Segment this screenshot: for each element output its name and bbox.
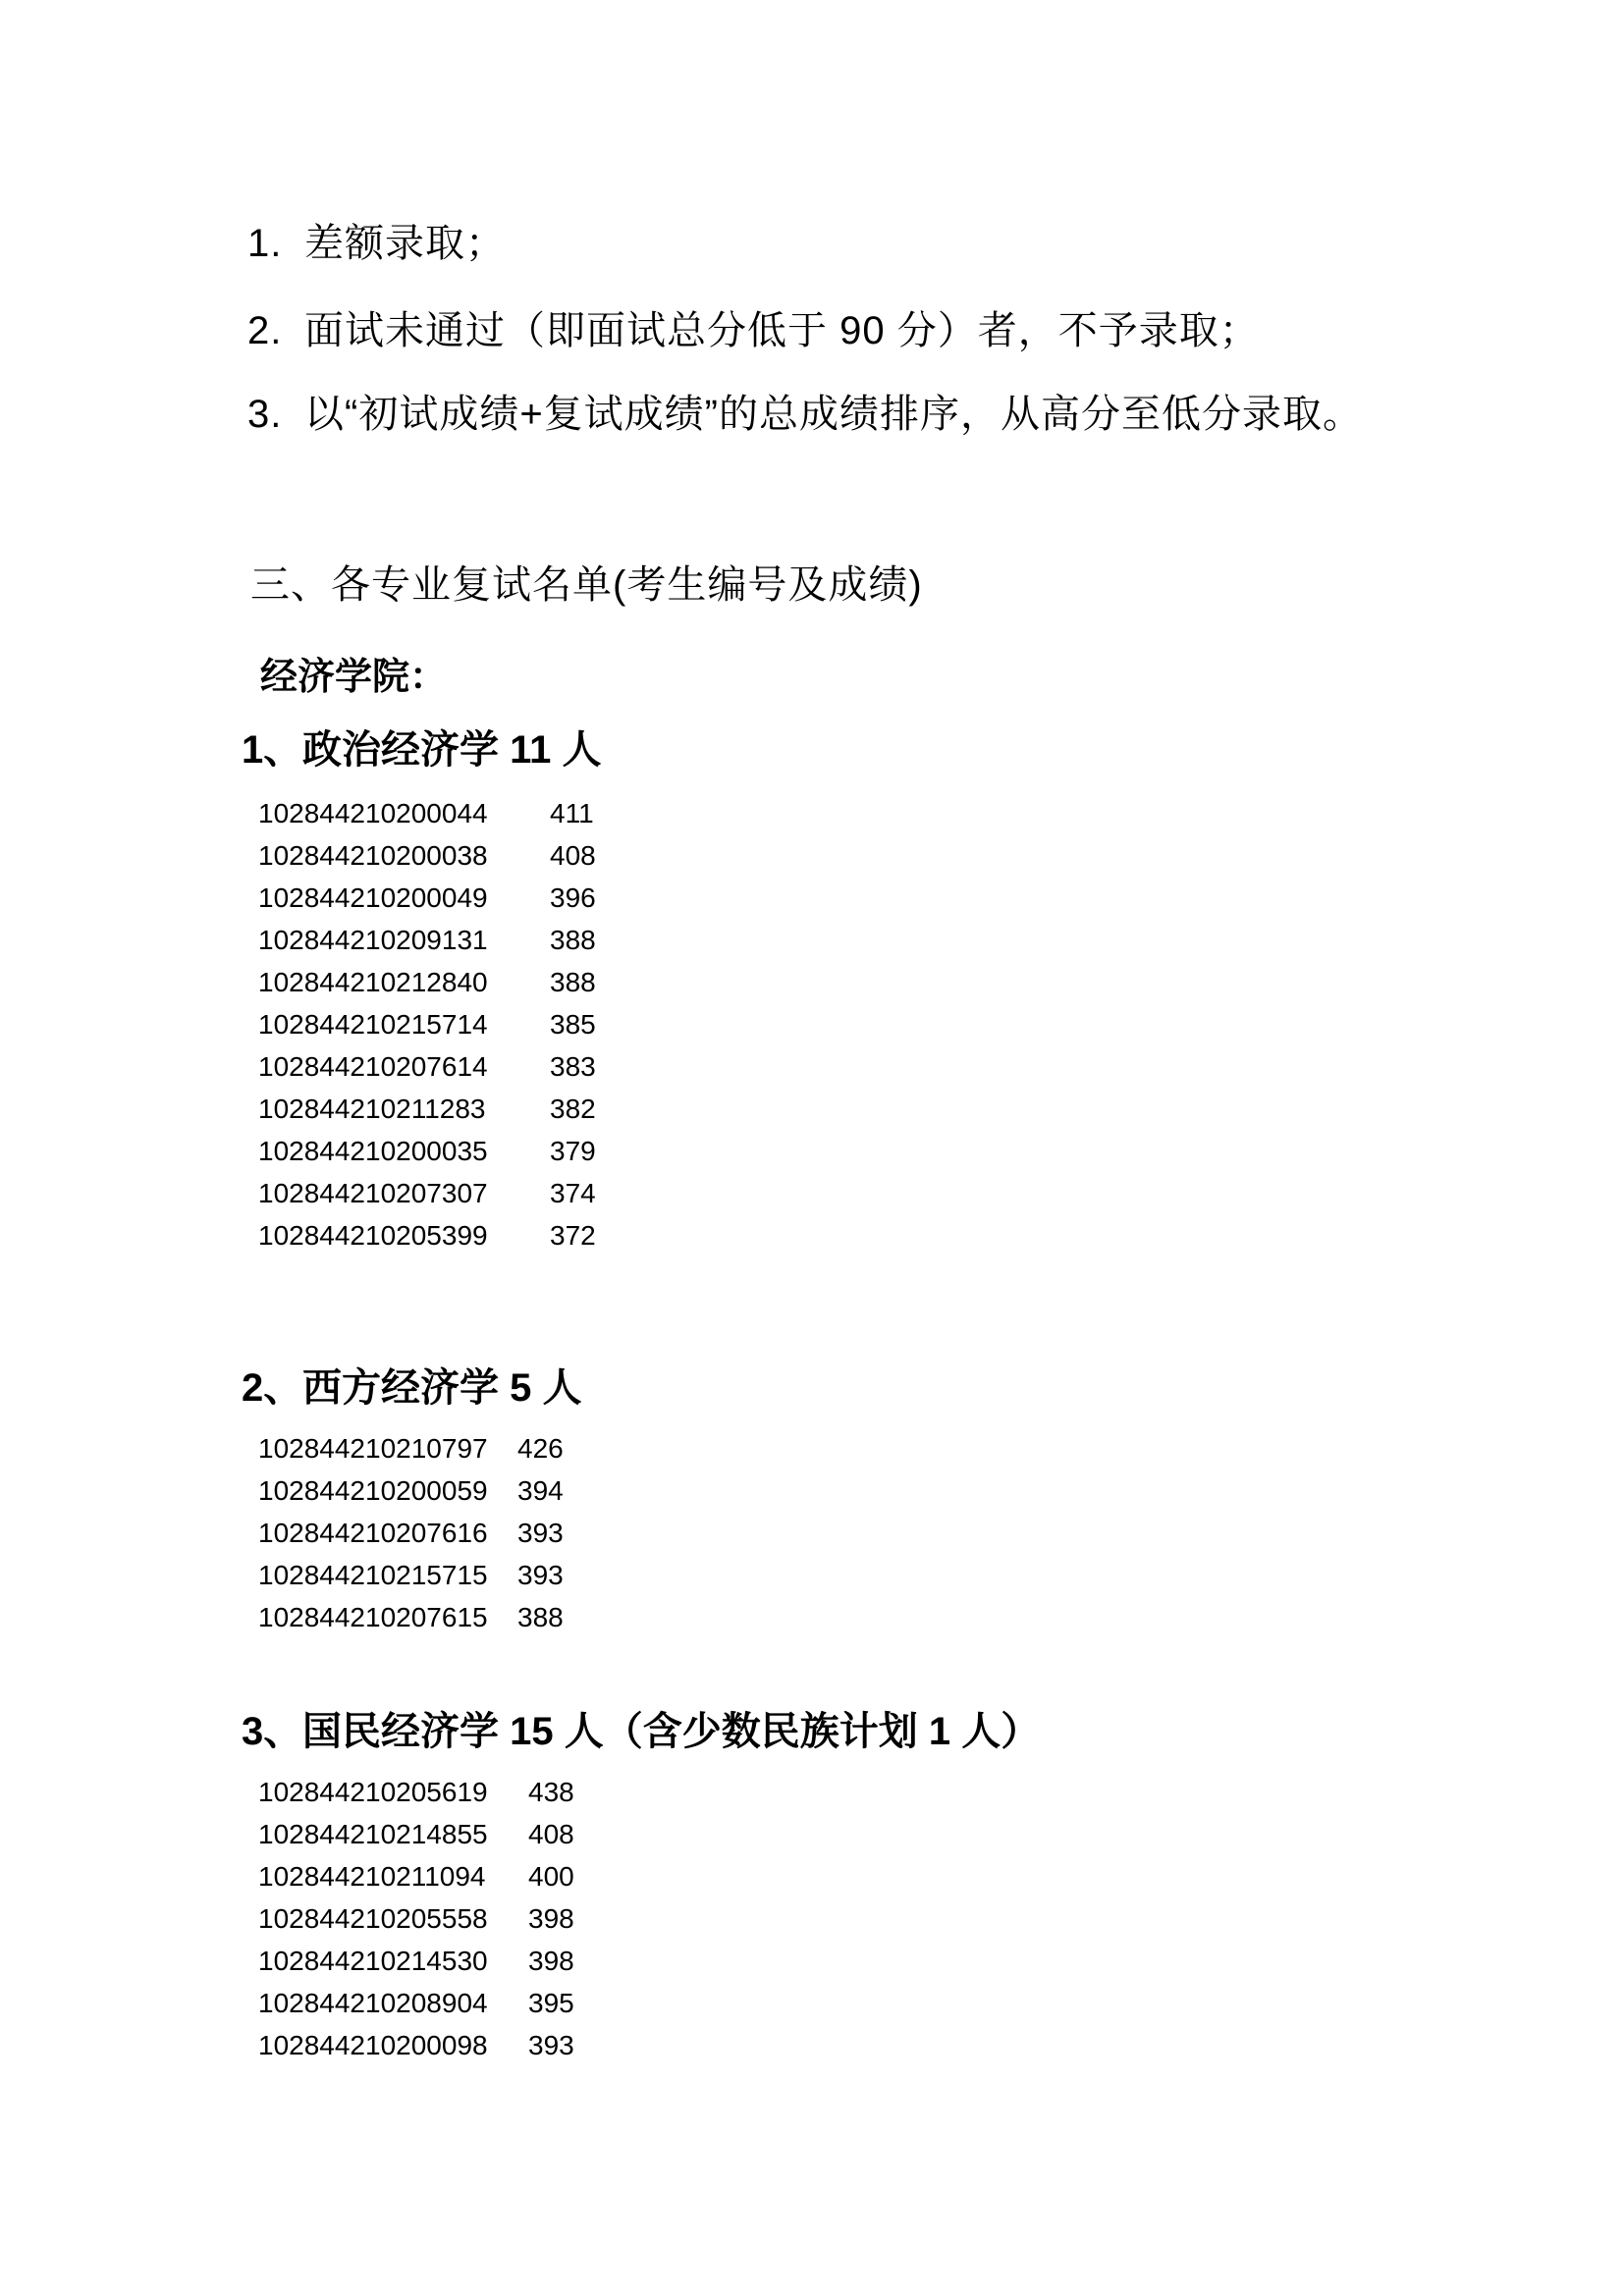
rule-item-1 <box>247 218 506 269</box>
rule-text: 以“初试成绩+复试成绩”的总成绩排序，从高分至低分录取。 <box>304 393 1363 436</box>
candidate-id: 102844210205619 <box>258 1777 488 1807</box>
score-row <box>258 1130 596 1172</box>
score-row <box>258 2024 574 2066</box>
rule-item-3 <box>247 389 1363 440</box>
score-list-1 <box>258 792 596 1256</box>
major-title: 国民经济学 15 人（含少数民族计划 1 人） <box>302 1710 1041 1753</box>
score-row <box>258 1427 564 1469</box>
score-row <box>258 1813 574 1855</box>
candidate-id: 102844210211094 <box>258 1861 486 1892</box>
score-value: 388 <box>550 967 596 997</box>
score-value: 396 <box>550 882 596 913</box>
score-value: 383 <box>550 1051 596 1082</box>
score-value: 388 <box>550 925 596 955</box>
score-row <box>258 1045 596 1088</box>
candidate-id: 102844210214530 <box>258 1946 488 1976</box>
candidate-id: 102844210205558 <box>258 1903 488 1934</box>
score-row <box>258 1554 564 1596</box>
score-value: 388 <box>517 1602 564 1632</box>
candidate-id: 102844210200098 <box>258 2030 488 2060</box>
score-value: 382 <box>550 1094 596 1124</box>
score-value: 393 <box>517 1560 564 1590</box>
score-value: 393 <box>528 2030 574 2060</box>
candidate-id: 102844210207614 <box>258 1051 488 1082</box>
score-value: 400 <box>528 1861 574 1892</box>
major-title: 政治经济学 11 人 <box>302 728 602 772</box>
score-row <box>258 1596 564 1638</box>
score-value: 398 <box>528 1903 574 1934</box>
score-row <box>258 1469 564 1512</box>
candidate-id: 102844210211283 <box>258 1094 486 1124</box>
rule-number: 2. <box>247 309 283 352</box>
score-row <box>258 1088 596 1130</box>
candidate-id: 102844210207307 <box>258 1178 488 1208</box>
candidate-id: 102844210209131 <box>258 925 488 955</box>
score-list-3 <box>258 1771 574 2066</box>
candidate-id: 102844210207616 <box>258 1518 488 1548</box>
score-list-2 <box>258 1427 564 1638</box>
score-value: 372 <box>550 1220 596 1251</box>
score-value: 411 <box>550 798 594 828</box>
score-row <box>258 792 596 834</box>
candidate-id: 102844210200044 <box>258 798 488 828</box>
score-row <box>258 1897 574 1940</box>
score-row <box>258 1940 574 1982</box>
candidate-id: 102844210207615 <box>258 1602 488 1632</box>
score-value: 398 <box>528 1946 574 1976</box>
candidate-id: 102844210210797 <box>258 1433 488 1464</box>
score-value: 438 <box>528 1777 574 1807</box>
candidate-id: 102844210212840 <box>258 967 488 997</box>
score-row <box>258 877 596 919</box>
score-value: 379 <box>550 1136 596 1166</box>
candidate-id: 102844210200038 <box>258 840 488 871</box>
rule-text: 差额录取； <box>304 222 506 265</box>
school-heading: 经济学院： <box>260 657 448 698</box>
score-value: 426 <box>517 1433 564 1464</box>
section-heading: 三、各专业复试名单(考生编号及成绩) <box>250 563 923 607</box>
score-value: 393 <box>517 1518 564 1548</box>
major-heading-2 <box>242 1362 581 1414</box>
score-value: 408 <box>550 840 596 871</box>
rule-number: 3. <box>247 393 283 436</box>
score-row <box>258 1771 574 1813</box>
major-number: 1、 <box>242 728 303 772</box>
candidate-id: 102844210215714 <box>258 1009 488 1040</box>
score-row <box>258 1512 564 1554</box>
score-value: 395 <box>528 1988 574 2018</box>
score-row <box>258 1855 574 1897</box>
rule-text: 面试未通过（即面试总分低于 90 分）者，不予录取； <box>304 309 1260 352</box>
major-heading-3 <box>242 1706 1040 1757</box>
score-row <box>258 1214 596 1256</box>
score-value: 385 <box>550 1009 596 1040</box>
score-value: 394 <box>517 1475 564 1506</box>
candidate-id: 102844210215715 <box>258 1560 488 1590</box>
rule-item-2 <box>247 305 1260 356</box>
score-row <box>258 1982 574 2024</box>
candidate-id: 102844210208904 <box>258 1988 488 2018</box>
major-number: 3、 <box>242 1710 303 1753</box>
score-row <box>258 919 596 961</box>
candidate-id: 102844210200035 <box>258 1136 488 1166</box>
score-row <box>258 1172 596 1214</box>
score-value: 374 <box>550 1178 596 1208</box>
candidate-id: 102844210214855 <box>258 1819 488 1849</box>
candidate-id: 102844210205399 <box>258 1220 488 1251</box>
candidate-id: 102844210200049 <box>258 882 488 913</box>
score-row <box>258 961 596 1003</box>
score-row <box>258 1003 596 1045</box>
candidate-id: 102844210200059 <box>258 1475 488 1506</box>
major-heading-1 <box>242 724 602 775</box>
score-row <box>258 834 596 877</box>
score-value: 408 <box>528 1819 574 1849</box>
major-title: 西方经济学 5 人 <box>302 1366 582 1410</box>
major-number: 2、 <box>242 1366 303 1410</box>
rule-number: 1. <box>247 222 283 265</box>
